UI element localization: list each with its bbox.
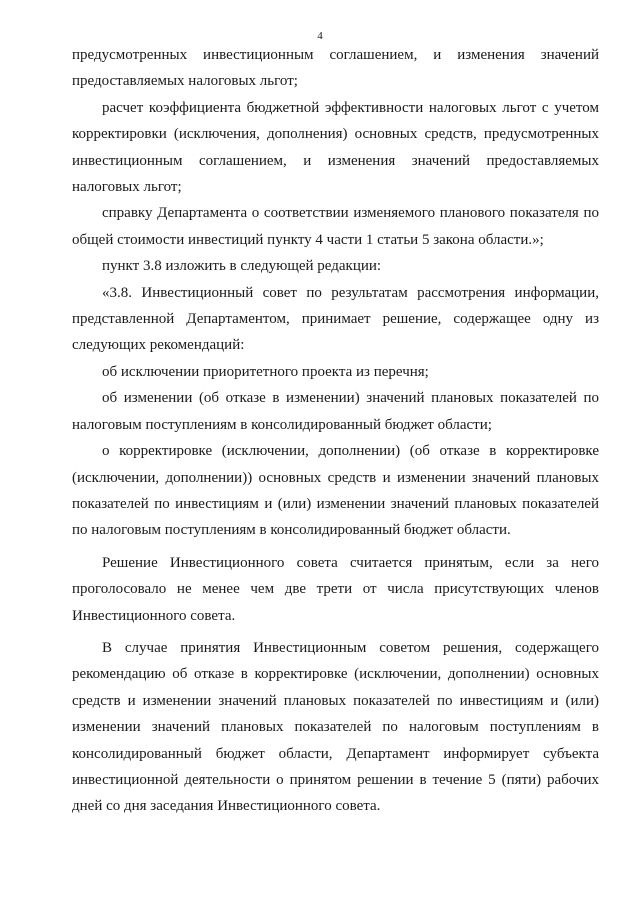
document-body bbox=[72, 42, 599, 820]
page-number: 4 bbox=[317, 30, 323, 42]
paragraph: об изменении (об отказе в изменении) значений плановых показателей по налоговым поступлениям в консолидированный бюджет области; bbox=[72, 390, 599, 433]
paragraph: В случае принятия Инвестиционным советом решения, содержащего рекомендацию об отказе в корректировке (исключении, дополнении) основных средств и изменении значений плановых показателей по инвестициям и (или) изменении значений плановых показателей по налоговым поступлениям в консолидированный бюджет области, Департамент информирует субъекта инвестиционной деятельности о принятом решении в течение 5 (пяти) рабочих дней со дня заседания Инвестиционного совета. bbox=[72, 639, 599, 815]
paragraph: справку Департамента о соответствии изменяемого планового показателя по общей стоимости инвестиций пункту 4 части 1 статьи 5 закона области.»; bbox=[72, 205, 599, 248]
paragraph: об исключении приоритетного проекта из перечня; bbox=[102, 363, 429, 380]
paragraph: «3.8. Инвестиционный совет по результатам рассмотрения информации, представленной Департаментом, принимает решение, содержащее одну из следующих рекомендаций: bbox=[72, 284, 599, 354]
paragraph: о корректировке (исключении, дополнении) (об отказе в корректировке (исключении, дополнении)) основных средств и изменении значений плановых показателей по инвестициям и (или) изменении значений плановых показателей по налоговым поступлениям в консолидированный бюджет области. bbox=[72, 443, 599, 539]
paragraph: расчет коэффициента бюджетной эффективности налоговых льгот с учетом корректировки (исключения, дополнения) основных средств, предусмотренных инвестиционным соглашением, и изменения значений предоставляемых налоговых льгот; bbox=[72, 99, 599, 196]
paragraph: пункт 3.8 изложить в следующей редакции: bbox=[102, 258, 382, 275]
paragraph: предусмотренных инвестиционным соглашением, и изменения значений предоставляемых налоговых льгот; bbox=[72, 47, 599, 90]
paragraph: Решение Инвестиционного совета считается принятым, если за него проголосовало не менее чем две трети от числа присутствующих членов Инвестиционного совета. bbox=[72, 554, 599, 624]
